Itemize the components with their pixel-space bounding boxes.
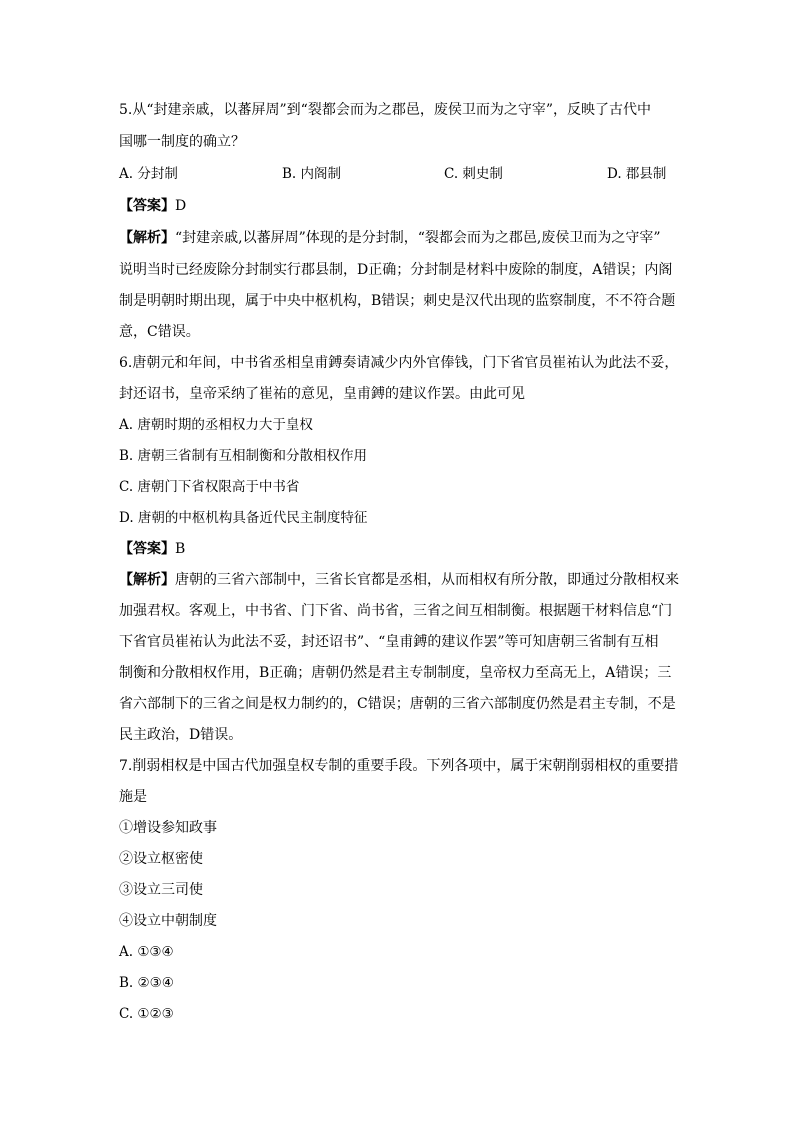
q5-analysis-line4: 意，C错误。 [119, 324, 200, 340]
q5-answer [119, 196, 186, 216]
q5-answer-value: D [175, 198, 187, 214]
q6-option-c: C. 唐朝门下省权限高于中书省 [119, 479, 300, 495]
q6-option-d: D. 唐朝的中枢机构具备近代民主制度特征 [119, 510, 368, 526]
q6-analysis-line5: 省六部制下的三省之间是权力制约的，C错误；唐朝的三省六部制度仍然是君主专制，不是 [119, 696, 676, 712]
q6-analysis-line1 [119, 570, 679, 590]
q5-analysis-line3: 制是明朝时期出现，属于中央中枢机构，B错误；刺史是汉代出现的监察制度，不不符合题 [119, 293, 676, 309]
q6-stem-line1: 6.唐朝元和年间，中书省丞相皇甫鎛奏请减少内外官俸钱，门下省官员崔祐认为此法不妥， [119, 355, 679, 371]
q6-answer [119, 539, 185, 559]
q7-option-b: B. ②③④ [119, 975, 174, 991]
q5-option-c: C. 刺史制 [444, 166, 503, 182]
q5-analysis-tag: 【解析】 [119, 230, 175, 246]
q5-analysis-line2: 说明当时已经废除分封制实行郡县制，D正确；分封制是材料中废除的制度，A错误；内阁 [119, 262, 673, 278]
q5-option-a: A. 分封制 [119, 166, 178, 182]
q6-option-a: A. 唐朝时期的丞相权力大于皇权 [119, 417, 313, 433]
q6-stem-line2: 封还诏书，皇帝采纳了崔祐的意见，皇甫鎛的建议作罢。由此可见 [119, 386, 525, 402]
q5-option-b: B. 内阁制 [282, 166, 342, 182]
q5-analysis-line1 [119, 228, 661, 248]
q6-answer-tag: 【答案】 [119, 541, 175, 557]
q6-analysis-line4: 制衡和分散相权作用，B正确；唐朝仍然是君主专制制度，皇帝权力至高无上，A错误；三 [119, 665, 672, 681]
q7-stem-line2: 施是 [119, 789, 147, 805]
q7-option-a: A. ①③④ [119, 944, 174, 960]
q7-stem-line1: 7.削弱相权是中国古代加强皇权专制的重要手段。下列各项中，属于宋朝削弱相权的重要措 [119, 758, 679, 774]
q7-item-1: ①增设参知政事 [119, 820, 217, 836]
q5-option-d: D. 郡县制 [607, 166, 667, 182]
q5-analysis-text1: “封建亲戚,以蕃屏周”体现的是分封制，“裂都会而为之郡邑,废侯卫而为之守宰” [175, 230, 661, 246]
q6-analysis-line6: 民主政治，D错误。 [119, 727, 243, 743]
q5-stem-line1: 5.从“封建亲戚，以蕃屏周”到“裂都会而为之郡邑，废侯卫而为之守宰”，反映了古代中 [119, 102, 651, 118]
q6-analysis-text1: 唐朝的三省六部制中，三省长官都是丞相，从而相权有所分散，即通过分散相权来 [175, 572, 679, 588]
q5-stem-line2: 国哪一制度的确立？ [119, 134, 245, 150]
q5-answer-tag: 【答案】 [119, 198, 175, 214]
q6-analysis-line3: 下省官员崔祐认为此法不妥，封还诏书”、“皇甫鎛的建议作罢”等可知唐朝三省制有互相 [119, 634, 659, 650]
q7-item-3: ③设立三司使 [119, 882, 203, 898]
q7-option-c: C. ①②③ [119, 1006, 174, 1022]
q6-analysis-line2: 加强君权。客观上，中书省、门下省、尚书省，三省之间互相制衡。根据题干材料信息“门 [119, 603, 673, 619]
q7-item-4: ④设立中朝制度 [119, 913, 217, 929]
q6-option-b: B. 唐朝三省制有互相制衡和分散相权作用 [119, 448, 368, 464]
q7-item-2: ②设立枢密使 [119, 851, 203, 867]
q6-answer-value: B [175, 541, 186, 557]
q6-analysis-tag: 【解析】 [119, 572, 175, 588]
